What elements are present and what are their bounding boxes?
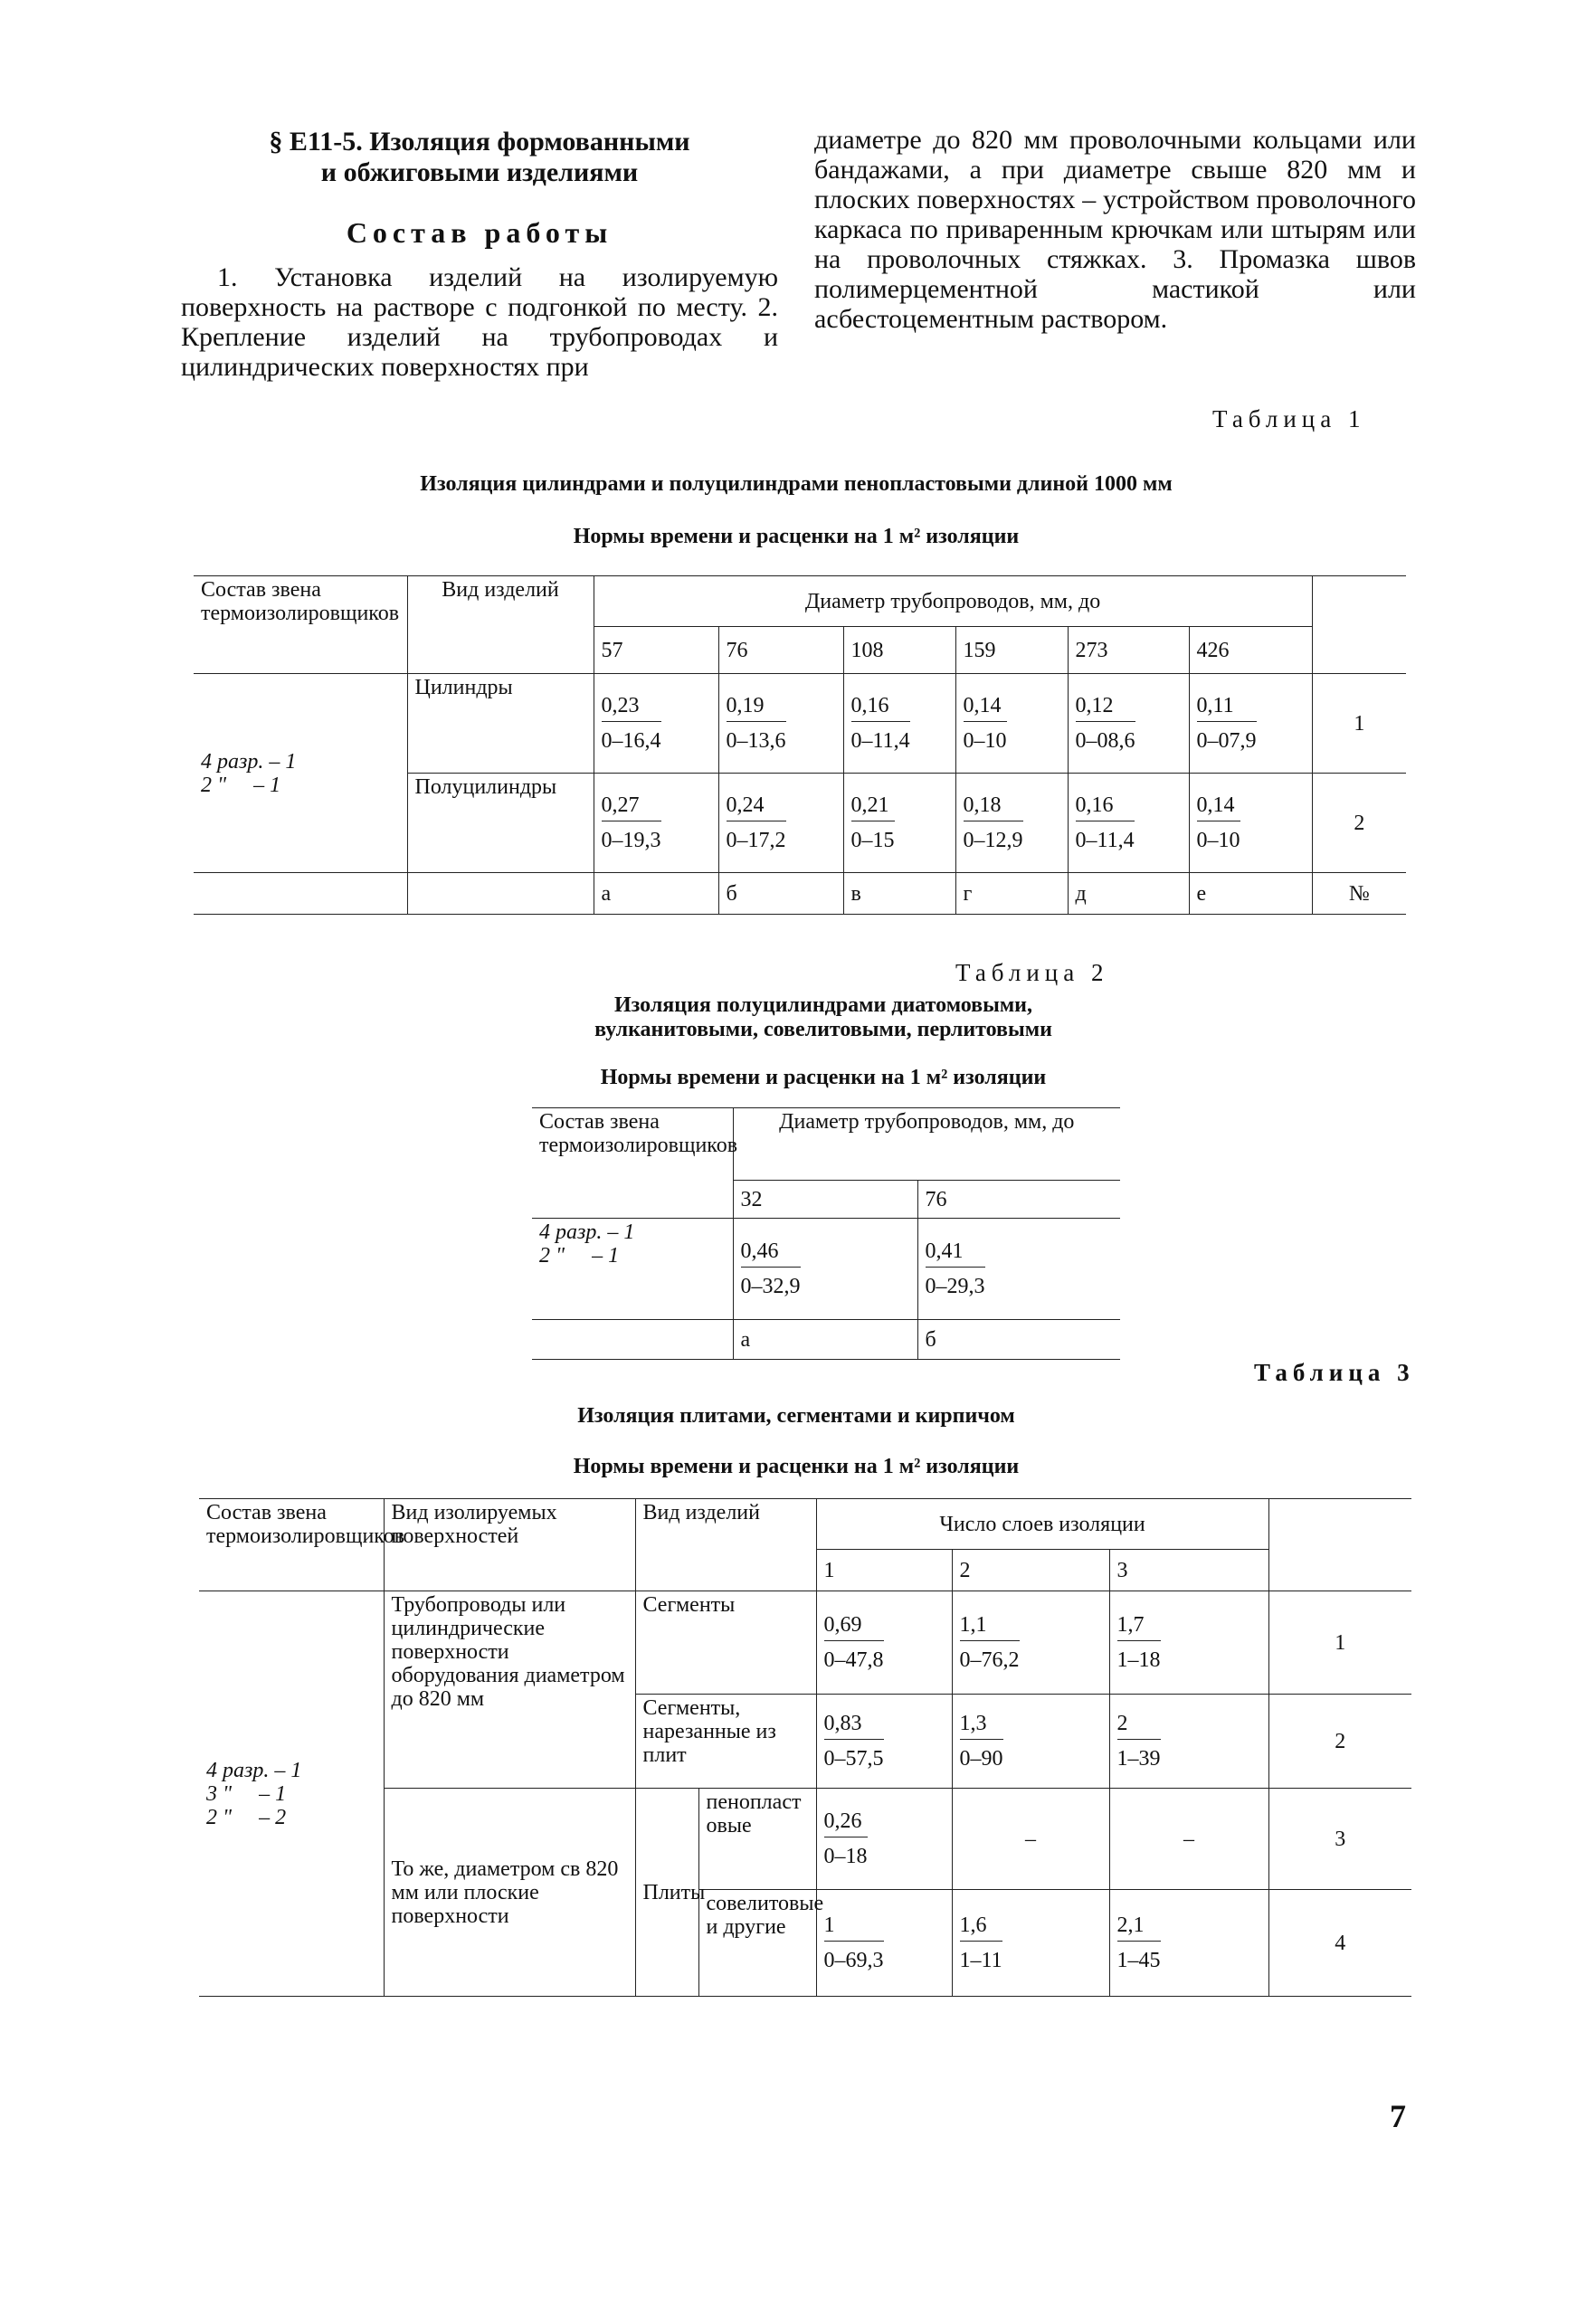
table2-title-line1: Изоляция полуцилиндрами диатомовыми, — [613, 993, 1033, 1017]
table1-kind-cylinders: Цилиндры — [407, 674, 594, 774]
table1 — [194, 575, 1406, 915]
table2-subtitle: Нормы времени и расценки на 1 м² изоляции — [600, 1066, 1047, 1089]
table1-col-letter: е — [1189, 873, 1312, 915]
table1-kind-header: Вид изделий — [407, 576, 594, 674]
table1-row-number: 1 — [1312, 674, 1406, 774]
table3-cell: $\frac{0,69}{0-47,8}$ — [816, 1591, 952, 1695]
table2-title — [507, 993, 1140, 1042]
table2-crew-header: Состав звена термоизолировщиков — [532, 1108, 733, 1219]
table1-subtitle: Нормы времени и расценки на 1 м² изоляции — [573, 525, 1020, 548]
table3-cell: $\frac{1,3}{0-90}$ — [952, 1695, 1109, 1789]
table3-row-number: 2 — [1268, 1695, 1411, 1789]
table1-col-letter: б — [718, 873, 843, 915]
table3-row-number: 4 — [1268, 1890, 1411, 1997]
work-text-right: диаметре до 820 мм проволочными кольцами или бандажами, а при диаметре свыше 820 мм и плоских поверхностях – устройством проволочного каркаса по приваренным крючкам или штырям или на проволочных стяжках. 3. Промазка швов полимерцементной мастикой или асбестоцементным раствором. — [814, 125, 1416, 334]
table1-cell: $\frac{0,12}{0-08,6}$ — [1068, 674, 1189, 774]
table3-cell: $\frac{2}{1-39}$ — [1109, 1695, 1268, 1789]
table2 — [532, 1107, 1120, 1360]
table3-crew-header: Состав звена термоизолировщиков — [199, 1499, 384, 1591]
table2-col-letter: б — [917, 1320, 1120, 1360]
table3-crew-line3: 2 " – 2 — [206, 1805, 287, 1829]
table1-cell: $\frac{0,11}{0-07,9}$ — [1189, 674, 1312, 774]
table3-kind-foam: пенопластовые — [698, 1789, 816, 1890]
table1-cell: $\frac{0,19}{0-13,6}$ — [718, 674, 843, 774]
table2-caption: Таблица 2 — [955, 959, 1109, 986]
table1-crew — [194, 674, 407, 873]
table3-cell-dash: – — [1109, 1789, 1268, 1890]
table3-cell: $\frac{1,7}{1-18}$ — [1109, 1591, 1268, 1695]
table3-cell: $\frac{0,83}{0-57,5}$ — [816, 1695, 952, 1789]
table2-cell: $\frac{0,46}{0-32,9}$ — [733, 1219, 917, 1320]
table1-cell: $\frac{0,16}{0-11,4}$ — [1068, 774, 1189, 873]
table1-diameter-426: 426 — [1189, 627, 1312, 674]
table3-layer-1: 1 — [816, 1550, 952, 1591]
table3-plates-label: Плиты — [635, 1789, 698, 1997]
table3-kind-sovelite: совелитовые и другие — [698, 1890, 816, 1997]
table2-col-letter: а — [733, 1320, 917, 1360]
table1-num-header: № — [1312, 873, 1406, 915]
table1-num-header-blank — [1312, 576, 1406, 674]
table1-crew-line1: 4 разр. – 1 — [201, 749, 297, 774]
table1-crew-header: Состав звена термоизолировщиков — [194, 576, 407, 674]
table2-diameter-76: 76 — [917, 1181, 1120, 1219]
table3-surface-header: Вид изолируемых поверхностей — [384, 1499, 635, 1591]
table1-footer-blank — [194, 873, 407, 915]
table1-crew-line2: 2 " – 1 — [201, 773, 281, 797]
table3 — [199, 1498, 1411, 1997]
table3-subtitle: Нормы времени и расценки на 1 м² изоляции — [573, 1455, 1020, 1478]
table1-title: Изоляция цилиндрами и полуцилиндрами пенопластовыми длиной 1000 мм — [420, 472, 1173, 496]
table3-cell-dash: – — [952, 1789, 1109, 1890]
table3-cell: $\frac{0,26}{0-18}$ — [816, 1789, 952, 1890]
table2-diameter-32: 32 — [733, 1181, 917, 1219]
table2-cell: $\frac{0,41}{0-29,3}$ — [917, 1219, 1120, 1320]
table3-row-number: 1 — [1268, 1591, 1411, 1695]
table2-footer-blank — [532, 1320, 733, 1360]
table1-cell: $\frac{0,21}{0-15}$ — [843, 774, 955, 873]
table1-diameter-108: 108 — [843, 627, 955, 674]
section-title-line2: и обжиговыми изделиями — [320, 157, 639, 187]
table1-diameter-273: 273 — [1068, 627, 1189, 674]
table3-layers-header: Число слоев изоляции — [816, 1499, 1268, 1550]
table1-row-number: 2 — [1312, 774, 1406, 873]
table1-cell: $\frac{0,24}{0-17,2}$ — [718, 774, 843, 873]
table2-crew-line2: 2 " – 1 — [539, 1244, 620, 1268]
table3-cell: $\frac{2,1}{1-45}$ — [1109, 1890, 1268, 1997]
page-number: 7 — [1390, 2098, 1406, 2134]
table3-layer-2: 2 — [952, 1550, 1109, 1591]
table3-kind-header: Вид изделий — [635, 1499, 816, 1591]
table2-title-line2: вулканитовыми, совелитовыми, перлитовыми — [594, 1018, 1052, 1041]
table3-surface-large: То же, диаметром св 820 мм или плоские поверхности — [384, 1789, 635, 1997]
table3-kind-cut-segments: Сегменты, нарезанные из плит — [635, 1695, 816, 1789]
table2-crew-line1: 4 разр. – 1 — [539, 1220, 635, 1244]
table3-caption: Таблица 3 — [1254, 1359, 1415, 1386]
table3-num-header-blank — [1268, 1499, 1411, 1591]
table1-cell: $\frac{0,18}{0-12,9}$ — [955, 774, 1068, 873]
table1-cell: $\frac{0,14}{0-10}$ — [1189, 774, 1312, 873]
section-title — [181, 127, 778, 188]
table1-col-letter: д — [1068, 873, 1189, 915]
table3-kind-segments: Сегменты — [635, 1591, 816, 1695]
table3-cell: $\frac{1}{0-69,3}$ — [816, 1890, 952, 1997]
table1-diameter-159: 159 — [955, 627, 1068, 674]
table1-cell: $\frac{0,27}{0-19,3}$ — [594, 774, 718, 873]
table2-diameter-header: Диаметр трубопроводов, мм, до — [733, 1108, 1120, 1181]
table3-cell: $\frac{1,6}{1-11}$ — [952, 1890, 1109, 1997]
work-heading: Состав работы — [346, 216, 613, 249]
table3-crew-line2: 3 " – 1 — [206, 1781, 287, 1806]
table1-kind-half-cylinders: Полуцилиндры — [407, 774, 594, 873]
table2-crew — [532, 1219, 733, 1320]
table1-col-letter: г — [955, 873, 1068, 915]
table3-layer-3: 3 — [1109, 1550, 1268, 1591]
table1-diameter-57: 57 — [594, 627, 718, 674]
table3-crew — [199, 1591, 384, 1997]
table3-row-number: 3 — [1268, 1789, 1411, 1890]
table1-cell: $\frac{0,14}{0-10}$ — [955, 674, 1068, 774]
table3-crew-line1: 4 разр. – 1 — [206, 1758, 302, 1782]
table1-footer-blank — [407, 873, 594, 915]
table1-cell: $\frac{0,16}{0-11,4}$ — [843, 674, 955, 774]
work-text-left: 1. Установка изделий на изолируемую поверхность на растворе с подгонкой по месту. 2. Крепление изделий на трубопроводах и цилиндрических поверхностях при — [181, 262, 778, 382]
section-title-line1: § Е11-5. Изоляция формованными — [269, 127, 690, 157]
table3-title: Изоляция плитами, сегментами и кирпичом — [577, 1404, 1015, 1428]
table1-col-letter: а — [594, 873, 718, 915]
table1-diameter-header: Диаметр трубопроводов, мм, до — [594, 576, 1312, 627]
table3-cell: $\frac{1,1}{0-76,2}$ — [952, 1591, 1109, 1695]
table1-col-letter: в — [843, 873, 955, 915]
table1-cell: $\frac{0,23}{0-16,4}$ — [594, 674, 718, 774]
table3-surface-pipes: Трубопроводы или цилиндрические поверхности оборудования диаметром до 820 мм — [384, 1591, 635, 1789]
table1-caption: Таблица 1 — [1212, 405, 1366, 432]
table1-diameter-76: 76 — [718, 627, 843, 674]
